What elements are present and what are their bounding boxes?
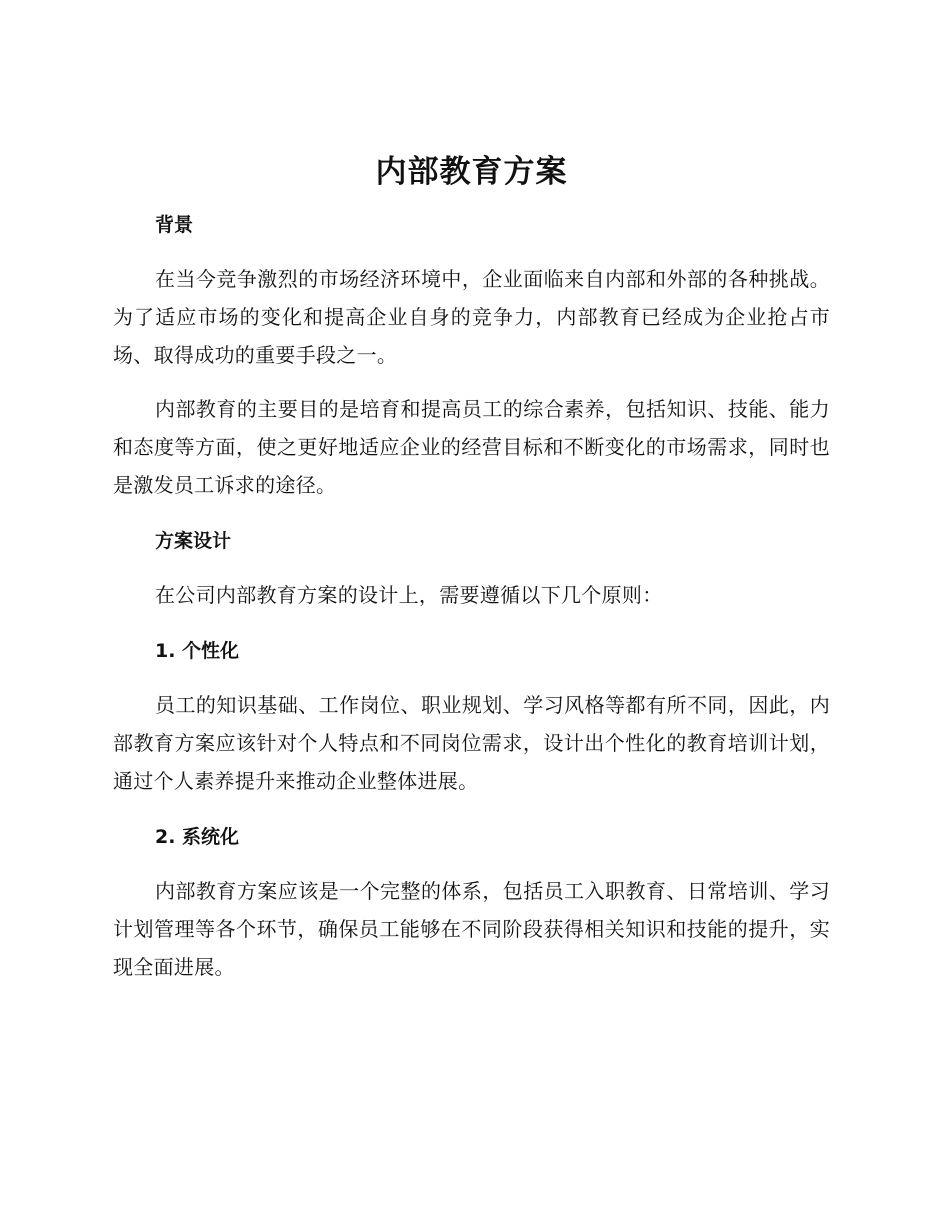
design-paragraph: 在公司内部教育方案的设计上，需要遵循以下几个原则： — [155, 583, 663, 607]
background-paragraph-2: 内部教育的主要目的是培育和提高员工的综合素养，包括知识、技能、能力和态度等方面，使之更好地适应企业的经营目标和不断变化的市场需求，同时也是激发员工诉求的途径。 — [113, 397, 830, 497]
principle-heading-systematization: 2. 系统化 — [155, 826, 240, 848]
principle-heading-personalization: 1. 个性化 — [155, 640, 240, 662]
document-title: 内部教育方案 — [375, 154, 568, 190]
principle-paragraph-systematization: 内部教育方案应该是一个完整的体系，包括员工入职教育、日常培训、学习计划管理等各个环节，确保员工能够在不同阶段获得相关知识和技能的提升，实现全面进展。 — [113, 879, 830, 979]
background-paragraph-1: 在当今竞争激烈的市场经济环境中，企业面临来自内部和外部的各种挑战。为了适应市场的变化和提高企业自身的竞争力，内部教育已经成为企业抢占市场、取得成功的重要手段之一。 — [113, 267, 830, 367]
section-heading-background: 背景 — [155, 214, 194, 236]
section-heading-design: 方案设计 — [155, 530, 232, 552]
principle-paragraph-personalization: 员工的知识基础、工作岗位、职业规划、学习风格等都有所不同，因此，内部教育方案应该针对个人特点和不同岗位需求，设计出个性化的教育培训计划，通过个人素养提升来推动企业整体进展。 — [113, 693, 830, 793]
